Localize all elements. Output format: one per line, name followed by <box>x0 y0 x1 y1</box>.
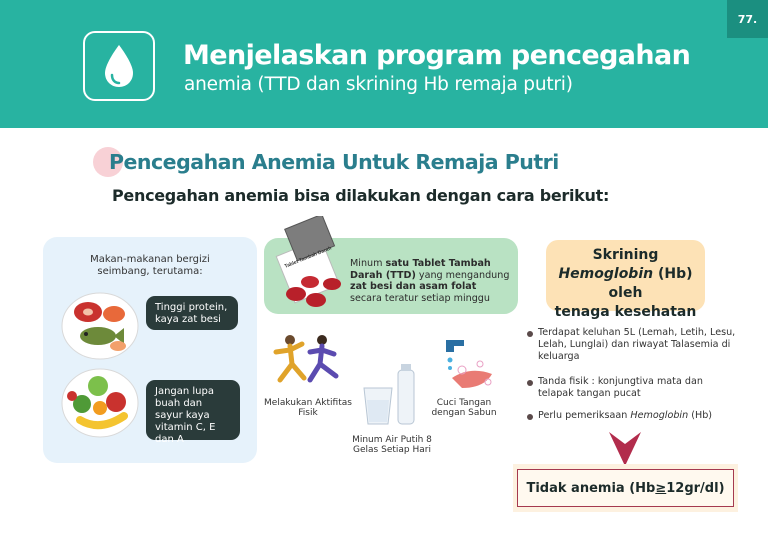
screening-italic: Hemoglobin <box>558 266 654 282</box>
bullet-text-italic: Hemoglobin <box>630 410 689 421</box>
section-title: Pencegahan Anemia Untuk Remaja Putri <box>109 150 559 174</box>
ttd-text-part: Minum <box>350 258 386 269</box>
tablet-package-icon <box>266 216 350 316</box>
exercise-icon <box>266 330 346 390</box>
handwash-label: Cuci Tangan dengan Sabun <box>431 398 497 418</box>
ttd-description <box>350 258 510 304</box>
result-text-part: Tidak anemia (Hb <box>526 480 656 496</box>
fruit-vegetable-icon <box>58 366 142 440</box>
vitamin-speech-bubble: Jangan lupa buah dan sayur kaya vitamin C, E dan A <box>146 380 240 440</box>
food-intro: Makan-makanan bergizi seimbang, terutama: <box>90 254 210 277</box>
water-glass-icon <box>360 360 420 430</box>
bullet-text-part: Perlu pemeriksaan <box>538 410 631 421</box>
screening-line: Skrining <box>592 247 659 263</box>
result-text-part: 12gr/dl) <box>666 480 725 496</box>
water-drop-icon <box>83 31 155 101</box>
screening-text-part: (Hb) oleh <box>608 266 693 301</box>
bullet-dot <box>527 414 533 420</box>
page-title: Menjelaskan program pencegahan <box>183 40 691 71</box>
bullet-dot <box>527 380 533 386</box>
handwash-icon <box>440 330 500 392</box>
protein-food-icon <box>58 290 142 362</box>
result-box <box>517 469 734 507</box>
bullet-physical-signs: Tanda fisik : konjungtiva mata dan telapak tangan pucat <box>538 376 703 399</box>
protein-speech-bubble: Tinggi protein, kaya zat besi <box>146 296 238 330</box>
ttd-text-bold: zat besi dan asam folat <box>350 281 477 292</box>
section-subtitle: Pencegahan anemia bisa dilakukan dengan cara berikut: <box>112 186 610 205</box>
package-label: Tablet Tambah Darah <box>283 245 333 270</box>
down-arrow-icon <box>607 430 643 468</box>
bullet-dot <box>527 331 533 337</box>
page-subtitle: anemia (TTD dan skrining Hb remaja putri) <box>184 74 573 95</box>
ttd-text-part: yang mengandung <box>415 269 510 281</box>
water-label: Minum Air Putih 8 Gelas Setiap Hari <box>352 435 432 455</box>
screening-line: tenaga kesehatan <box>554 304 697 320</box>
bullet-text-part: (Hb) <box>688 410 713 421</box>
page-number: 77. <box>727 0 768 38</box>
screening-text <box>546 246 705 322</box>
ttd-text-part: secara teratur setiap minggu <box>350 292 490 304</box>
ttd-text-bold: satu Tablet Tambah Darah (TTD) <box>350 258 491 281</box>
bullet-symptoms: Terdapat keluhan 5L (Lemah, Letih, Lesu, Lelah, Lunglai) dan riwayat Talasemia di keluarga <box>538 327 736 362</box>
bullet-hb-check <box>538 410 738 422</box>
screening-line <box>546 265 705 303</box>
exercise-label: Melakukan Aktifitas Fisik <box>264 398 352 418</box>
result-symbol: ≥ <box>655 480 667 496</box>
